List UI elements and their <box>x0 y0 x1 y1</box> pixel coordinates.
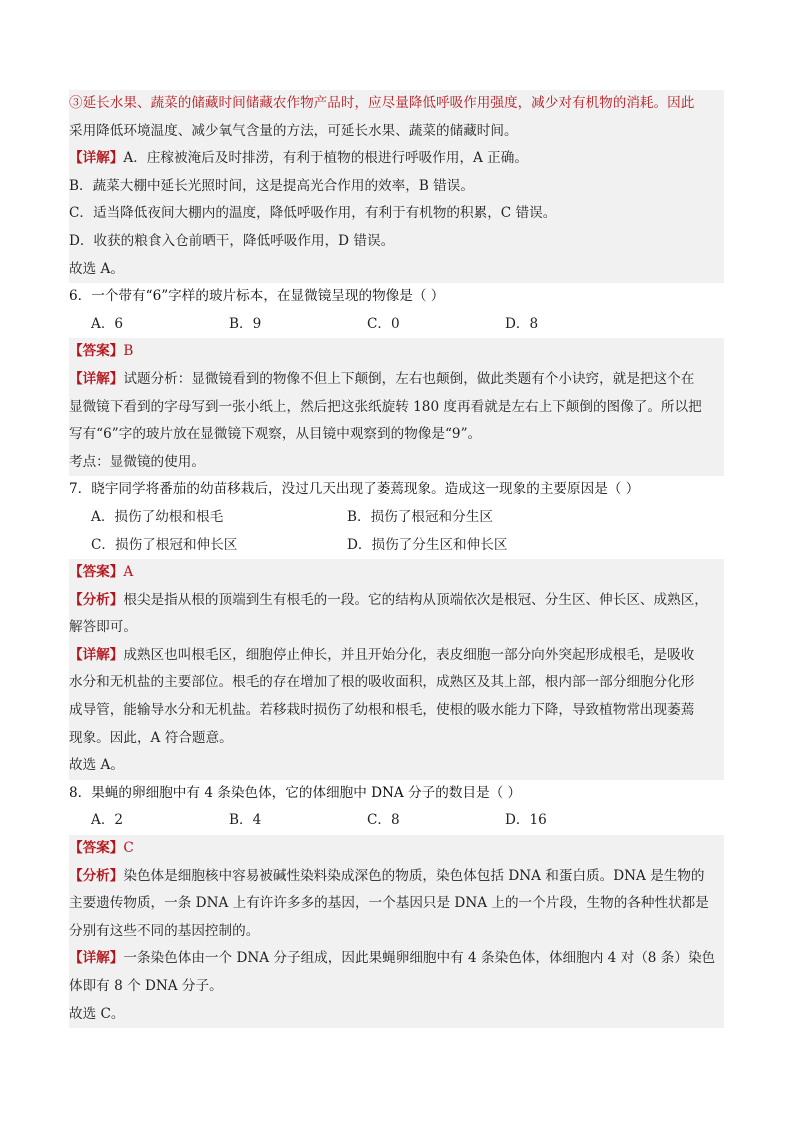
detail-line: 显微镜下看到的字母写到一张小纸上，然后把这张纸旋转 180 度再看就是左右上下颠倒的图像了。所以把 <box>69 394 724 422</box>
question-7-options <box>69 532 724 560</box>
analysis-tag: 【分析】 <box>69 591 124 608</box>
question-6: 6．一个带有“6”字样的玻片标本，在显微镜呈现的物像是（ ） <box>69 288 445 305</box>
answer-value: B <box>123 343 134 360</box>
question-8: 8．果蝇的卵细胞中有 4 条染色体，它的体细胞中 DNA 分子的数目是（ ） <box>69 784 522 801</box>
answer-line <box>69 835 724 863</box>
detail-line: B．蔬菜大棚中延长光照时间，这是提高光合作用的效率，B 错误。 <box>69 173 724 201</box>
detail-tag: 【详解】 <box>69 950 124 967</box>
conclusion-line: 故选 A。 <box>69 256 724 284</box>
answer-tag: 【答案】 <box>69 343 124 360</box>
analysis-line <box>69 863 724 891</box>
analysis-line <box>69 587 724 615</box>
detail-tag: 【详解】 <box>69 150 124 167</box>
detail-line: C．适当降低夜间大棚内的温度，降低呼吸作用，有利于有机物的积累，C 错误。 <box>69 200 724 228</box>
option-c: C．损伤了根冠和伸长区 <box>91 536 238 553</box>
conclusion-line: 故选 A。 <box>69 752 724 780</box>
detail-line <box>69 642 724 670</box>
option-a: A．损伤了幼根和根毛 <box>91 508 224 525</box>
option-b: B．损伤了根冠和分生区 <box>347 508 493 525</box>
detail-line <box>69 945 724 973</box>
detail-text: 试题分析：显微镜看到的物像不但上下颠倒，左右也颠倒，做此类题有个小诀窍，就是把这个在 <box>123 370 695 387</box>
detail-line: 体即有 8 个 DNA 分子。 <box>69 973 724 1001</box>
question-7: 7．晓宇同学将番茄的幼苗移栽后，没过几天出现了萎蔫现象。造成这一现象的主要原因是（ ） <box>69 481 640 498</box>
detail-line: 成导管，能输导水分和无机盐。若移栽时损伤了幼根和根毛，使根的吸水能力下降，导致植物常出现萎蔫 <box>69 697 724 725</box>
text-line: 采用降低环境温度、减少氧气含量的方法，可延长水果、蔬菜的储藏时间。 <box>69 118 724 146</box>
analysis-text: 根尖是指从根的顶端到生有根毛的一段。它的结构从顶端依次是根冠、分生区、伸长区、成熟区， <box>123 591 708 608</box>
detail-line: 写有“6”字的玻片放在显微镜下观察，从目镜中观察到的物像是“9”。 <box>69 421 724 449</box>
option-b: B．4 <box>229 812 262 829</box>
option-b: B．9 <box>229 315 262 332</box>
detail-tag: 【详解】 <box>69 370 124 387</box>
conclusion-line: 故选 C。 <box>69 1001 724 1029</box>
answer-tag: 【答案】 <box>69 564 124 581</box>
analysis-tag: 【分析】 <box>69 867 124 884</box>
content-area <box>69 90 724 1028</box>
answer-value: A <box>123 564 134 581</box>
option-a: A．6 <box>91 315 124 332</box>
question-8-options <box>69 807 724 835</box>
answer-value: C <box>123 840 134 857</box>
option-c: C．0 <box>367 315 400 332</box>
option-d: D．16 <box>505 812 547 829</box>
answer-line <box>69 338 724 366</box>
answer-line <box>69 559 724 587</box>
kaodian-line: 考点：显微镜的使用。 <box>69 449 724 477</box>
detail-text: 一条染色体由一个 DNA 分子组成，因此果蝇卵细胞中有 4 条染色体，体细胞内 4 对（8 条）染色 <box>123 950 716 967</box>
detail-line: 现象。因此，A 符合题意。 <box>69 725 724 753</box>
option-d: D．损伤了分生区和伸长区 <box>347 536 508 553</box>
detail-line <box>69 366 724 394</box>
option-d: D．8 <box>505 315 539 332</box>
detail-tag: 【详解】 <box>69 646 124 663</box>
question-6-options <box>69 311 724 339</box>
detail-line <box>69 145 724 173</box>
analysis-line: 解答即可。 <box>69 614 724 642</box>
detail-text: A．庄稼被淹后及时排涝，有利于植物的根进行呼吸作用，A 正确。 <box>123 150 528 167</box>
analysis-line: 分别有这些不同的基因控制的。 <box>69 918 724 946</box>
option-c: C．8 <box>367 812 400 829</box>
answer-tag: 【答案】 <box>69 840 124 857</box>
text-line: ③延长水果、蔬菜的储藏时间储藏农作物产品时，应尽量降低呼吸作用强度，减少对有机物的消耗。因此 <box>69 90 724 118</box>
option-a: A．2 <box>91 812 124 829</box>
question-7-options <box>69 504 724 532</box>
analysis-line: 主要遗传物质，一条 DNA 上有许许多多的基因，一个基因只是 DNA 上的一个片段，生物的各种性状都是 <box>69 890 724 918</box>
detail-line: 水分和无机盐的主要部位。根毛的存在增加了根的吸收面积，成熟区及其上部，根内部一部分细胞分化形 <box>69 669 724 697</box>
detail-line: D．收获的粮食入仓前晒干，降低呼吸作用，D 错误。 <box>69 228 724 256</box>
analysis-text: 染色体是细胞核中容易被碱性染料染成深色的物质，染色体包括 DNA 和蛋白质。DNA 是生物的 <box>123 867 705 884</box>
detail-text: 成熟区也叫根毛区，细胞停止伸长，并且开始分化，表皮细胞一部分向外突起形成根毛，是吸收 <box>123 646 695 663</box>
